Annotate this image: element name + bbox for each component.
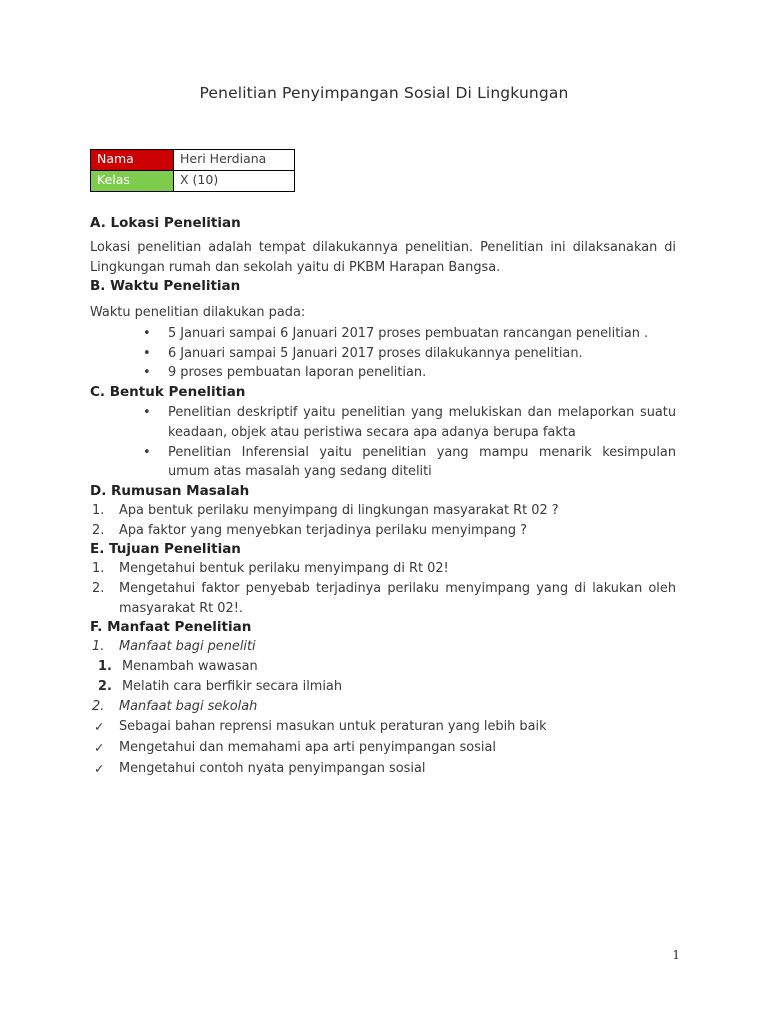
list-item: Mengetahui bentuk perilaku menyimpang di Rt 02! — [119, 561, 449, 577]
list-item: ✓ Mengetahui contoh nyata penyimpangan sosial — [90, 759, 676, 780]
section-f-list — [90, 637, 676, 717]
section-b-list — [90, 324, 676, 383]
list-item: Apa faktor yang menyebkan terjadinya perilaku menyimpang ? — [119, 522, 527, 538]
table-row — [91, 171, 295, 192]
section-heading-f: F. Manfaat Penelitian — [90, 619, 252, 636]
section-heading-a: A. Lokasi Penelitian — [90, 215, 241, 231]
list-item: Apa bentuk perilaku menyimpang di lingkungan masyarakat Rt 02 ? — [119, 502, 559, 518]
list-item: Menambah wawasan — [122, 659, 258, 675]
section-e-list — [90, 559, 676, 618]
identity-label-kelas: Kelas — [91, 171, 174, 192]
list-item: ✓ Mengetahui dan memahami apa arti penyimpangan sosial — [90, 738, 676, 759]
page-number: 1 — [672, 948, 680, 962]
section-f-group-1-label: Manfaat bagi peneliti — [119, 639, 256, 655]
section-heading-b: B. Waktu Penelitian — [90, 278, 241, 295]
list-item: Mengetahui faktor penyebab terjadinya perilaku menyimpang yang di lakukan oleh masyarakat Rt 02!. — [119, 581, 676, 616]
section-f-group-2-label: Manfaat bagi sekolah — [119, 699, 258, 715]
section-heading-e: E. Tujuan Penelitian — [90, 541, 241, 558]
list-item: • 9 proses pembuatan laporan penelitian. — [90, 363, 676, 383]
list-item: Melatih cara berfikir secara ilmiah — [122, 679, 342, 695]
document-body — [90, 214, 676, 779]
section-a-paragraph: Lokasi penelitian adalah tempat dilakukannya penelitian. Penelitian ini dilaksanakan di Lingkungan rumah dan sekolah yaitu di PKBM Harapan Bangsa. — [90, 240, 676, 275]
identity-value-nama: Heri Herdiana — [174, 150, 295, 171]
identity-label-nama: Nama — [91, 150, 174, 171]
section-heading-c: C. Bentuk Penelitian — [90, 384, 246, 401]
section-f-group-1-list — [90, 657, 676, 697]
list-item: • 5 Januari sampai 6 Januari 2017 proses pembuatan rancangan penelitian . — [90, 324, 676, 344]
table-row — [91, 150, 295, 171]
identity-table — [90, 149, 295, 192]
list-item: • Penelitian Inferensial yaitu penelitian yang mampu menarik kesimpulan umum atas masalah yang sedang diteliti — [90, 443, 676, 482]
section-c-list — [90, 403, 676, 481]
list-item: ✓ Sebagai bahan reprensi masukan untuk peraturan yang lebih baik — [90, 717, 676, 738]
page-title: Penelitian Penyimpangan Sosial Di Lingkungan — [199, 84, 569, 102]
section-d-list — [90, 501, 676, 540]
section-b-intro: Waktu penelitian dilakukan pada: — [90, 304, 306, 320]
list-item: • 6 Januari sampai 5 Januari 2017 proses dilakukannya penelitian. — [90, 344, 676, 364]
section-heading-d: D. Rumusan Masalah — [90, 482, 250, 499]
section-f-group-2-list — [90, 717, 676, 779]
identity-value-kelas: X (10) — [174, 171, 295, 192]
list-item: • Penelitian deskriptif yaitu penelitian yang melukiskan dan melaporkan suatu keadaan, objek atau peristiwa secara apa adanya berupa fakta — [90, 403, 676, 442]
